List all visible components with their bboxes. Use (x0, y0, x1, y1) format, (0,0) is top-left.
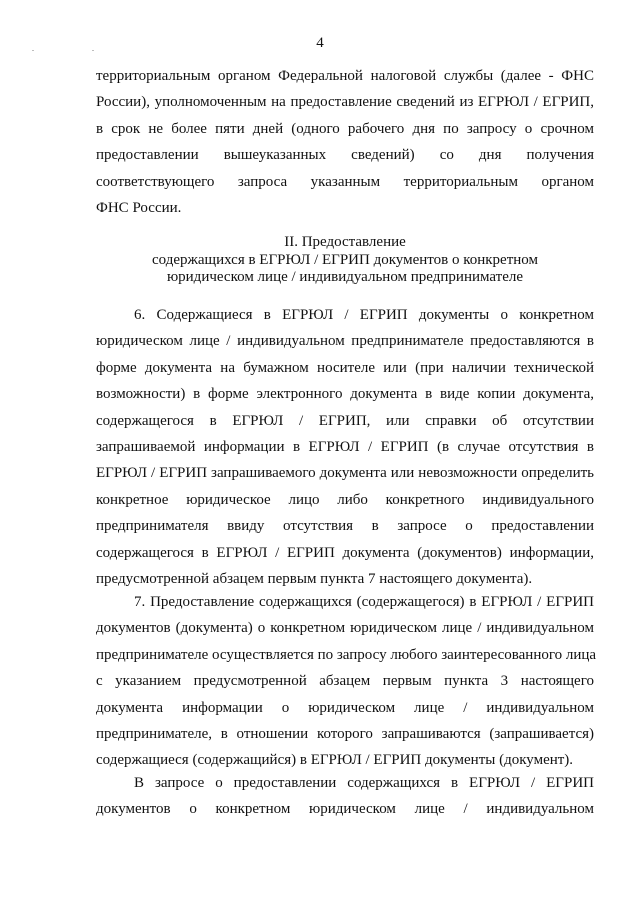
text-line: форме документа на бумажном носителе или (при наличии технической (96, 359, 594, 376)
paragraph-8 (96, 770, 594, 823)
text-line: содержащегося в ЕГРЮЛ / ЕГРИП документа (документов) информации, (96, 544, 594, 561)
text-line: 6. Содержащиеся в ЕГРЮЛ / ЕГРИП документы о конкретном (134, 307, 594, 323)
text-line: предусмотренной абзацем первым пункта 7 настоящего документа). (96, 571, 533, 588)
text-line: конкретное юридическое лицо либо конкретного индивидуального (96, 491, 594, 508)
text-line: документа информации о юридическом лице / индивидуальном (96, 699, 594, 716)
text-line: предпринимателе осуществляется по запросу любого заинтересованного лица (96, 646, 597, 663)
section-heading (96, 234, 594, 287)
heading-line: юридическом лице / индивидуальном предпринимателе (166, 269, 524, 285)
text-line: соответствующего запроса указанным территориальным органом (96, 173, 594, 190)
scan-specks: . . (32, 44, 122, 53)
text-line: ЕГРЮЛ / ЕГРИП запрашиваемого документа или невозможности определить (96, 465, 594, 482)
text-line: предпринимателе, в отношении которого запрашиваются (запрашивается) (96, 726, 594, 743)
text-line: предоставлении вышеуказанных сведений) со дня получения (96, 147, 594, 164)
text-line: предпринимателя ввиду отсутствия в запросе о предоставлении (96, 518, 594, 535)
text-line: ФНС России. (96, 200, 182, 217)
heading-line: содержащихся в ЕГРЮЛ / ЕГРИП документов о конкретном (151, 251, 538, 268)
intro-paragraph (96, 63, 594, 221)
text-line: в срок не более пяти дней (одного рабочего дня по запросу о срочном (96, 120, 594, 137)
text-line: документов о конкретном юридическом лице / индивидуальном (96, 801, 594, 818)
heading-line: II. Предоставление (284, 234, 406, 250)
text-line: документов (документа) о конкретном юридическом лице / индивидуальном (96, 620, 594, 637)
text-line: В запросе о предоставлении содержащихся в ЕГРЮЛ / ЕГРИП (134, 775, 594, 791)
text-line: содержащиеся (содержащийся) в ЕГРЮЛ / ЕГРИП документы (документ). (96, 752, 574, 769)
text-line: 7. Предоставление содержащихся (содержащегося) в ЕГРЮЛ / ЕГРИП (134, 594, 594, 610)
paragraph-6 (96, 302, 594, 592)
text-line: возможности) в форме электронного документа в виде копии документа, (96, 386, 594, 403)
text-line: с указанием предусмотренной абзацем первым пункта 3 настоящего (96, 673, 594, 690)
text-line: юридическом лице / индивидуальном предпринимателе предоставляются в (96, 333, 594, 350)
text-line: содержащегося в ЕГРЮЛ / ЕГРИП, или справки об отсутствии (96, 412, 594, 429)
page-number: 4 (316, 35, 324, 51)
text-line: России), уполномоченным на предоставление сведений из ЕГРЮЛ / ЕГРИП, (96, 94, 594, 111)
text-line: запрашиваемой информации в ЕГРЮЛ / ЕГРИП (в случае отсутствия в (96, 439, 594, 456)
text-line: территориальным органом Федеральной налоговой службы (далее - ФНС (96, 68, 594, 84)
paragraph-7 (96, 589, 597, 774)
